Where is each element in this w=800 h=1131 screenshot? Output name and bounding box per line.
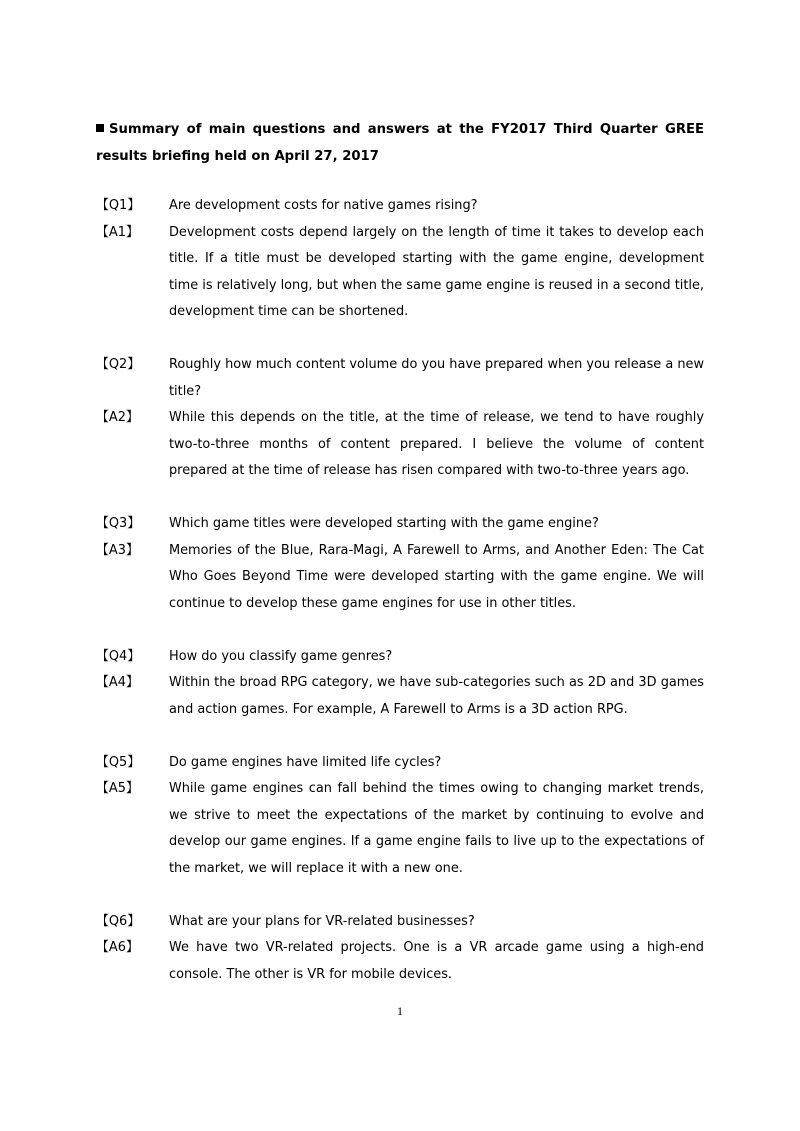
answer-label: 【A1】 (96, 224, 139, 240)
answer-text: Development costs depend largely on the length of time it takes to develop each title. If a title must be developed starting with the game engine, development time is relatively long, but when the same game engine is reused in a second title, development time can be shortened. (169, 224, 704, 319)
answer-text: While game engines can fall behind the times owing to changing market trends, we strive to meet the expectations of the market by continuing to evolve and develop our game engines. If a game engine fails to live up to the expectations of the market, we will replace it with a new one. (169, 781, 704, 876)
question-row (96, 750, 704, 777)
question-label: 【Q1】 (96, 198, 141, 213)
question-row (96, 644, 704, 671)
qa-block (96, 750, 704, 883)
question-text: Which game titles were developed starting with the game engine? (169, 516, 599, 531)
question-text: What are your plans for VR-related businesses? (169, 913, 475, 929)
question-row (96, 352, 704, 405)
question-label: 【Q4】 (96, 648, 141, 664)
question-text: How do you classify game genres? (169, 648, 393, 664)
black-square-bullet-icon (96, 124, 104, 132)
answer-row (96, 776, 704, 882)
answer-text: Within the broad RPG category, we have sub-categories such as 2D and 3D games and action games. For example, A Farewell to Arms is a 3D action RPG. (169, 675, 704, 717)
document-page (96, 117, 704, 1015)
answer-label: 【A4】 (96, 675, 139, 690)
answer-label: 【A3】 (96, 542, 139, 558)
answer-row (96, 670, 704, 723)
answer-text: Memories of the Blue, Rara-Magi, A Farewell to Arms, and Another Eden: The Cat Who Goes Beyond Time were developed starting with the game engine. We will continue to develop these game engines for use in other titles. (169, 542, 704, 611)
qa-block (96, 352, 704, 485)
answer-label: 【A5】 (96, 781, 139, 796)
answer-row (96, 538, 704, 618)
question-label: 【Q2】 (96, 357, 141, 372)
question-label: 【Q3】 (96, 516, 141, 531)
question-label: 【Q5】 (96, 754, 141, 770)
answer-row (96, 935, 704, 988)
qa-block (96, 909, 704, 989)
question-row (96, 511, 704, 538)
question-label: 【Q6】 (96, 913, 141, 929)
answer-row (96, 220, 704, 326)
qa-block (96, 193, 704, 326)
answer-row (96, 405, 704, 485)
answer-label: 【A2】 (96, 410, 139, 425)
answer-text: We have two VR-related projects. One is a VR arcade game using a high-end console. The other is VR for mobile devices. (169, 940, 704, 982)
qa-block (96, 644, 704, 724)
page-number: 1 (397, 1004, 403, 1018)
qa-block (96, 511, 704, 617)
document-title (96, 117, 704, 170)
qa-list (96, 193, 704, 988)
question-row (96, 193, 704, 220)
question-text: Roughly how much content volume do you have prepared when you release a new title? (169, 357, 704, 399)
answer-label: 【A6】 (96, 940, 139, 955)
answer-text: While this depends on the title, at the time of release, we tend to have roughly two-to-three months of content prepared. I believe the volume of content prepared at the time of release has risen compared with two-to-three years ago. (169, 410, 704, 478)
question-text: Do game engines have limited life cycles? (169, 754, 442, 770)
question-text: Are development costs for native games rising? (169, 198, 478, 213)
title-text: Summary of main questions and answers at the FY2017 Third Quarter GREE results briefing held on April 27, 2017 (96, 122, 704, 164)
question-row (96, 909, 704, 936)
